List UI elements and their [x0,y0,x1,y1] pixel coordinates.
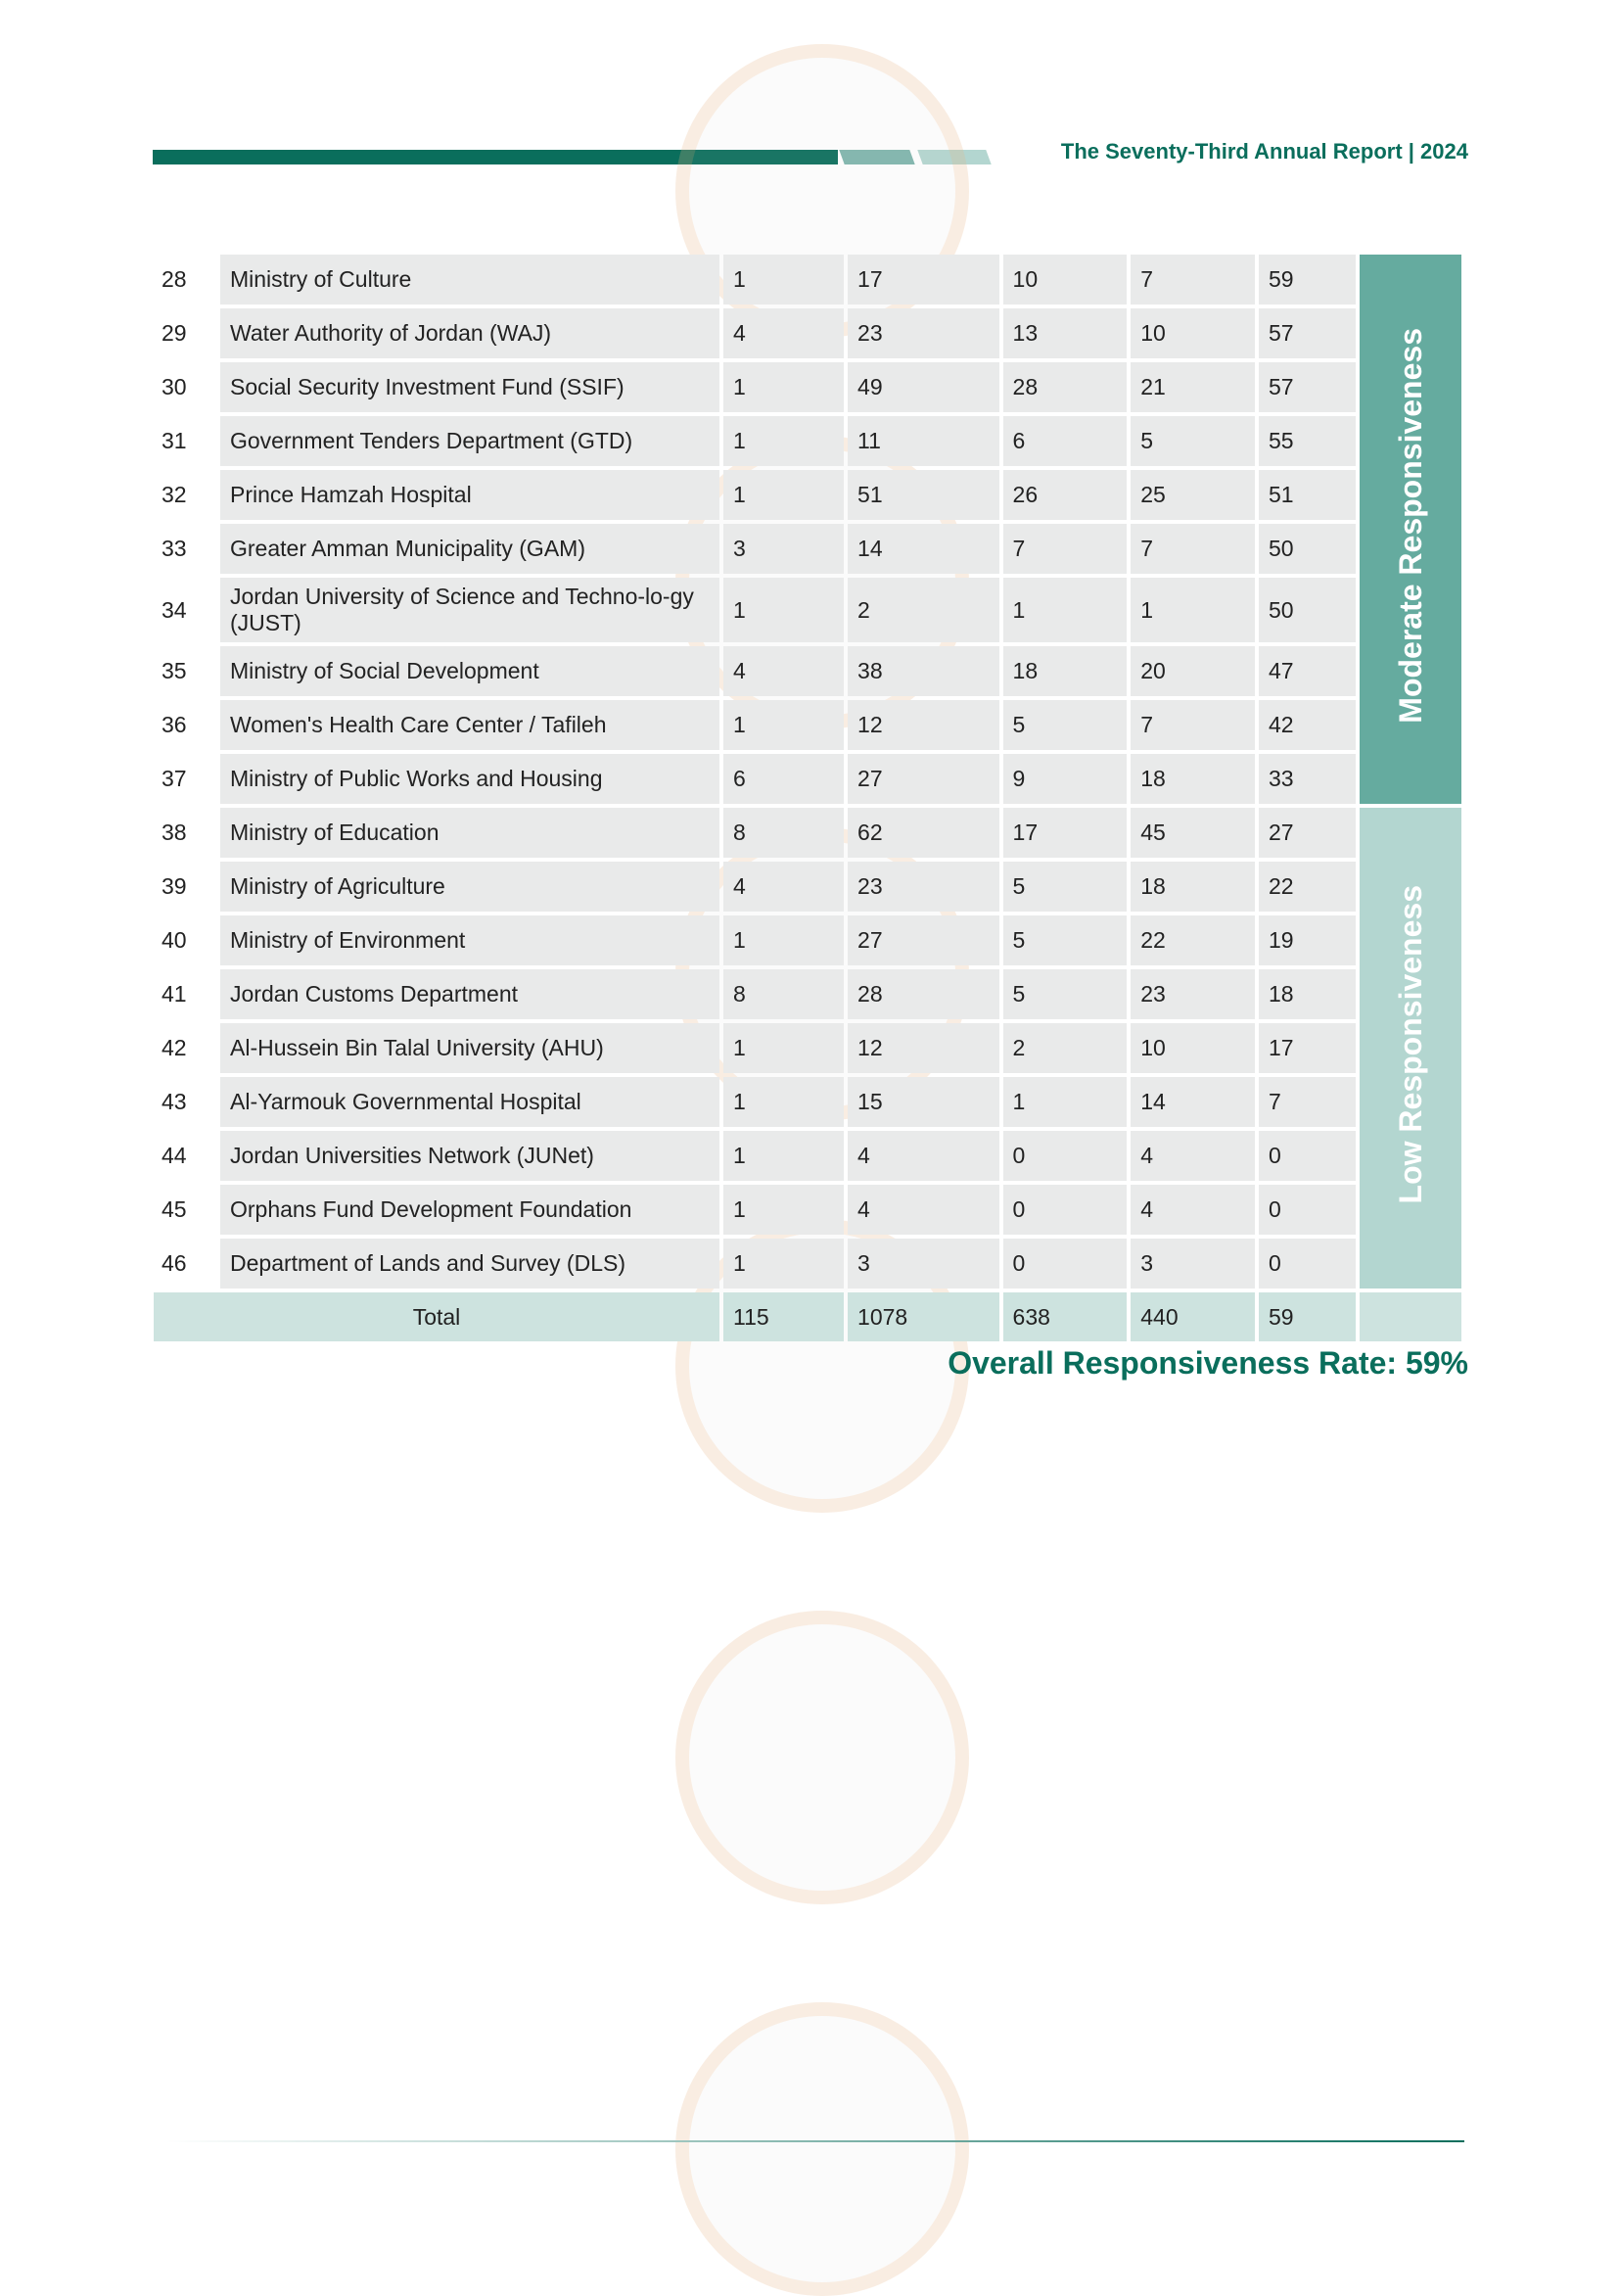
cell-c2: 38 [848,646,999,696]
total-row [154,1292,1461,1341]
header-bar-accent [839,150,914,164]
cell-c5: 7 [1259,1077,1356,1127]
cell-c1: 8 [723,969,844,1019]
row-number: 36 [154,700,216,750]
entity-name: Ministry of Culture [220,255,719,305]
footer-line [166,2140,1464,2142]
table-row [154,416,1461,466]
cell-c5: 18 [1259,969,1356,1019]
entity-name: Ministry of Agriculture [220,862,719,912]
cell-c3: 0 [1003,1239,1128,1289]
cell-c2: 4 [848,1185,999,1235]
watermark-clock [675,2002,969,2296]
cell-c5: 27 [1259,808,1356,858]
cell-c5: 19 [1259,915,1356,965]
cell-c5: 51 [1259,470,1356,520]
cell-c1: 6 [723,754,844,804]
cell-c2: 12 [848,1023,999,1073]
cell-c5: 0 [1259,1131,1356,1181]
cell-c4: 4 [1131,1185,1255,1235]
row-number: 35 [154,646,216,696]
cell-c3: 0 [1003,1131,1128,1181]
row-number: 28 [154,255,216,305]
table-row [154,1239,1461,1289]
cell-c3: 5 [1003,862,1128,912]
cell-c2: 23 [848,862,999,912]
row-number: 32 [154,470,216,520]
total-c2: 1078 [848,1292,999,1341]
overall-rate: Overall Responsiveness Rate: 59% [948,1345,1468,1381]
entity-name: Ministry of Environment [220,915,719,965]
cell-c4: 10 [1131,308,1255,358]
row-number: 29 [154,308,216,358]
cell-c1: 1 [723,915,844,965]
row-number: 45 [154,1185,216,1235]
cell-c1: 1 [723,1239,844,1289]
cell-c4: 21 [1131,362,1255,412]
row-number: 34 [154,578,216,642]
responsiveness-table [150,251,1465,1345]
table-row [154,969,1461,1019]
cell-c2: 62 [848,808,999,858]
table-row [154,700,1461,750]
total-label: Total [154,1292,719,1341]
entity-name: Ministry of Public Works and Housing [220,754,719,804]
entity-name: Jordan University of Science and Techno-lo-gy (JUST) [220,578,719,642]
cell-c3: 2 [1003,1023,1128,1073]
cell-c3: 18 [1003,646,1128,696]
cell-c4: 18 [1131,862,1255,912]
cell-c1: 1 [723,416,844,466]
cell-c3: 1 [1003,1077,1128,1127]
report-title: The Seventy-Third Annual Report | 2024 [1060,139,1468,164]
total-c1: 115 [723,1292,844,1341]
cell-c1: 4 [723,308,844,358]
cell-c1: 1 [723,1023,844,1073]
entity-name: Greater Amman Municipality (GAM) [220,524,719,574]
cell-c4: 25 [1131,470,1255,520]
row-number: 37 [154,754,216,804]
cell-c3: 13 [1003,308,1128,358]
row-number: 30 [154,362,216,412]
row-number: 39 [154,862,216,912]
cell-c3: 0 [1003,1185,1128,1235]
cell-c4: 7 [1131,700,1255,750]
cell-c2: 28 [848,969,999,1019]
total-c4: 440 [1131,1292,1255,1341]
table-row [154,524,1461,574]
cell-c3: 9 [1003,754,1128,804]
entity-name: Prince Hamzah Hospital [220,470,719,520]
cell-c5: 55 [1259,416,1356,466]
cell-c3: 1 [1003,578,1128,642]
cell-c4: 18 [1131,754,1255,804]
cell-c3: 10 [1003,255,1128,305]
cell-c1: 4 [723,646,844,696]
cell-c5: 42 [1259,700,1356,750]
table-row [154,1185,1461,1235]
cell-c3: 28 [1003,362,1128,412]
table-row [154,1131,1461,1181]
cell-c5: 0 [1259,1239,1356,1289]
table-row [154,754,1461,804]
cell-c5: 47 [1259,646,1356,696]
row-number: 33 [154,524,216,574]
cell-c1: 1 [723,1077,844,1127]
cell-c2: 49 [848,362,999,412]
cell-c2: 27 [848,754,999,804]
cell-c2: 12 [848,700,999,750]
table-row [154,470,1461,520]
row-number: 42 [154,1023,216,1073]
entity-name: Al-Hussein Bin Talal University (AHU) [220,1023,719,1073]
total-c5: 59 [1259,1292,1356,1341]
header-bar-accent [917,150,991,164]
cell-c4: 3 [1131,1239,1255,1289]
table-row [154,308,1461,358]
cell-c1: 3 [723,524,844,574]
cell-c4: 20 [1131,646,1255,696]
cell-c4: 22 [1131,915,1255,965]
table-row [154,362,1461,412]
cell-c3: 5 [1003,915,1128,965]
cell-c3: 5 [1003,969,1128,1019]
cell-c1: 1 [723,255,844,305]
cell-c2: 27 [848,915,999,965]
cell-c5: 17 [1259,1023,1356,1073]
row-number: 44 [154,1131,216,1181]
entity-name: Women's Health Care Center / Tafileh [220,700,719,750]
cell-c1: 1 [723,470,844,520]
cell-c2: 3 [848,1239,999,1289]
entity-name: Water Authority of Jordan (WAJ) [220,308,719,358]
entity-name: Social Security Investment Fund (SSIF) [220,362,719,412]
cell-c3: 6 [1003,416,1128,466]
row-number: 41 [154,969,216,1019]
cell-c1: 1 [723,1131,844,1181]
cell-c4: 7 [1131,255,1255,305]
cell-c2: 14 [848,524,999,574]
cell-c2: 11 [848,416,999,466]
group-moderate [1360,255,1461,804]
entity-name: Orphans Fund Development Foundation [220,1185,719,1235]
cell-c2: 4 [848,1131,999,1181]
entity-name: Ministry of Social Development [220,646,719,696]
cell-c5: 50 [1259,578,1356,642]
cell-c2: 2 [848,578,999,642]
cell-c2: 51 [848,470,999,520]
cell-c4: 4 [1131,1131,1255,1181]
total-spacer [1360,1292,1461,1341]
table-row [154,915,1461,965]
cell-c5: 0 [1259,1185,1356,1235]
cell-c4: 7 [1131,524,1255,574]
table-row [154,646,1461,696]
header-bar [153,150,838,164]
table-row [154,808,1461,858]
cell-c1: 1 [723,578,844,642]
row-number: 40 [154,915,216,965]
cell-c4: 1 [1131,578,1255,642]
cell-c1: 8 [723,808,844,858]
cell-c2: 15 [848,1077,999,1127]
cell-c5: 57 [1259,308,1356,358]
cell-c1: 1 [723,700,844,750]
cell-c2: 23 [848,308,999,358]
table-row [154,255,1461,305]
group-low [1360,808,1461,1289]
cell-c3: 26 [1003,470,1128,520]
cell-c3: 5 [1003,700,1128,750]
table-row [154,1077,1461,1127]
row-number: 46 [154,1239,216,1289]
row-number: 31 [154,416,216,466]
cell-c2: 17 [848,255,999,305]
entity-name: Jordan Customs Department [220,969,719,1019]
entity-name: Government Tenders Department (GTD) [220,416,719,466]
cell-c1: 1 [723,1185,844,1235]
cell-c5: 57 [1259,362,1356,412]
table-row [154,1023,1461,1073]
table-row [154,862,1461,912]
cell-c1: 1 [723,362,844,412]
entity-name: Ministry of Education [220,808,719,858]
total-c3: 638 [1003,1292,1128,1341]
cell-c5: 33 [1259,754,1356,804]
group-label: Low Responsiveness [1392,884,1428,1204]
entity-name: Al-Yarmouk Governmental Hospital [220,1077,719,1127]
watermark-clock [675,1611,969,1904]
entity-name: Department of Lands and Survey (DLS) [220,1239,719,1289]
table-row [154,578,1461,642]
row-number: 43 [154,1077,216,1127]
cell-c3: 17 [1003,808,1128,858]
cell-c1: 4 [723,862,844,912]
cell-c5: 50 [1259,524,1356,574]
entity-name: Jordan Universities Network (JUNet) [220,1131,719,1181]
group-label: Moderate Responsiveness [1392,327,1428,724]
cell-c4: 45 [1131,808,1255,858]
cell-c3: 7 [1003,524,1128,574]
cell-c5: 22 [1259,862,1356,912]
row-number: 38 [154,808,216,858]
cell-c4: 23 [1131,969,1255,1019]
cell-c4: 5 [1131,416,1255,466]
cell-c4: 10 [1131,1023,1255,1073]
cell-c5: 59 [1259,255,1356,305]
cell-c4: 14 [1131,1077,1255,1127]
